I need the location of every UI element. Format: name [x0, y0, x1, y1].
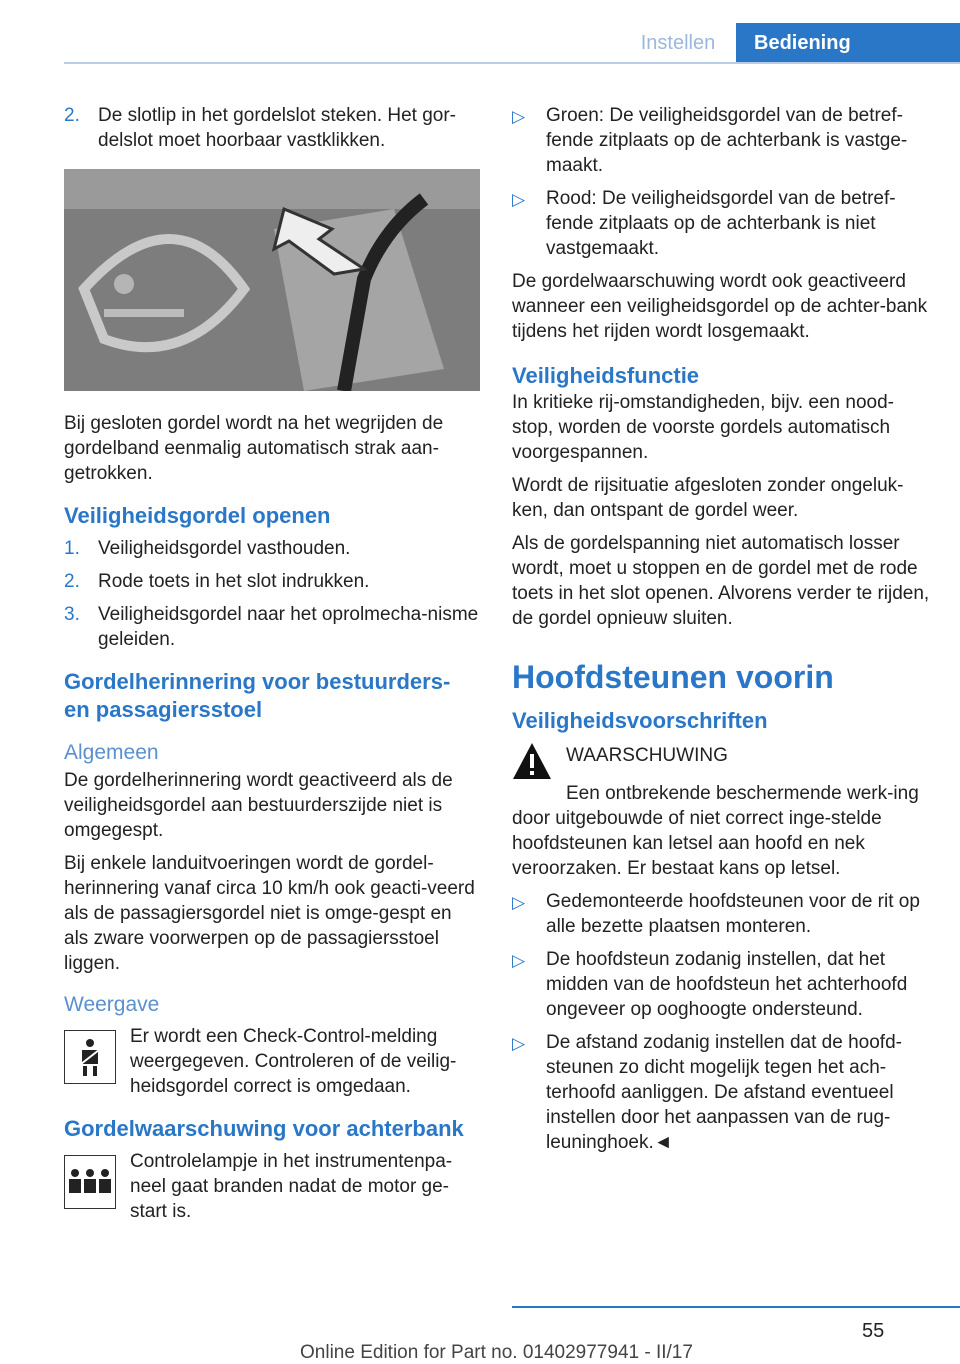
- triangle-bullet-icon: ▷: [512, 107, 526, 126]
- header-rule: [64, 62, 960, 64]
- heading-algemeen: Algemeen: [64, 741, 159, 764]
- seatbelt-photo: [64, 169, 480, 391]
- triangle-bullet-icon: ▷: [512, 893, 526, 912]
- bullet-item: [512, 186, 930, 261]
- paragraph: De gordelherinnering wordt geactiveerd als de veiligheidsgordel aan bestuurderszijde niet is omgegespt.: [64, 770, 453, 841]
- warning-row: [512, 741, 930, 781]
- paragraph: De gordelwaarschuwing wordt ook geactiveerd wanneer een veiligheidsgordel op de achter-bank tijdens het rijden wordt losgemaakt.: [512, 271, 928, 342]
- paragraph: Bij enkele landuitvoeringen wordt de gordel-herinnering vanaf circa 10 km/h ook geacti-veerd als de passagiersgordel niet is omge-gespt en als zware voorwerpen op de passagiersstoel liggen.: [64, 853, 475, 974]
- warning-title: WAARSCHUWING: [566, 745, 728, 766]
- triangle-bullet-icon: ▷: [512, 951, 526, 970]
- rear-seatbelt-icon: [64, 1155, 116, 1209]
- bullet-text: Groen: De veiligheidsgordel van de betref-fende zitplaats op de achterbank is vastge-maakt.: [546, 105, 908, 176]
- weergave-row: [64, 1024, 480, 1099]
- step-text: Veiligheidsgordel naar het oprolmecha-nisme geleiden.: [98, 604, 479, 650]
- step-number: 2.: [64, 105, 80, 126]
- tab-instellen[interactable]: Instellen: [640, 31, 716, 54]
- triangle-bullet-icon: ▷: [512, 1034, 526, 1053]
- right-column: [512, 103, 930, 1163]
- step-item: [64, 536, 480, 561]
- step-text: De slotlip in het gordelslot steken. Het gor-delslot moet hoorbaar vastklikken.: [98, 105, 457, 151]
- heading-openen: Veiligheidsgordel openen: [64, 503, 331, 528]
- seatbelt-illustration: [64, 169, 480, 391]
- bullet-text: Gedemonteerde hoofdsteunen voor de rit op alle bezette plaatsen monteren.: [546, 891, 920, 937]
- paragraph: In kritieke rij-omstandigheden, bijv. een nood-stop, worden de voorste gordels automatisch voorgespannen.: [512, 392, 894, 463]
- paragraph: Als de gordelspanning niet automatisch losser wordt, moet u stoppen en de gordel met de rode toets in het slot openen. Alvorens verder te rijden, de gordel opnieuw sluiten.: [512, 533, 930, 629]
- footer-rule: [512, 1306, 960, 1308]
- page-number: 55: [862, 1320, 885, 1342]
- bullet-item: [512, 947, 930, 1022]
- paragraph: Wordt de rijsituatie afgesloten zonder ongeluk-ken, dan ontspant de gordel weer.: [512, 475, 904, 521]
- warning-text: Een ontbrekende beschermende werk-ing door uitgebouwde of niet correct inge-stelde hoofdsteunen kan letsel aan hoofd en nek veroorzaken. Er bestaat kans op letsel.: [512, 783, 919, 879]
- bullet-item: [512, 103, 930, 178]
- step-number: 3.: [64, 604, 80, 625]
- weergave-text: Er wordt een Check-Control-melding weergegeven. Controleren of de veilig-heidsgordel correct is omgedaan.: [130, 1026, 457, 1097]
- step-text: Rode toets in het slot indrukken.: [98, 571, 370, 592]
- step-item: [64, 569, 480, 594]
- heading-weergave: Weergave: [64, 993, 160, 1016]
- step-text: Veiligheidsgordel vasthouden.: [98, 538, 351, 559]
- heading-functie: Veiligheidsfunctie: [512, 363, 700, 388]
- heading-herinnering: Gordelherinnering voor bestuurders- en passagiersstoel: [64, 669, 451, 722]
- heading-achterbank: Gordelwaarschuwing voor achterbank: [64, 1116, 464, 1141]
- triangle-bullet-icon: ▷: [512, 190, 526, 209]
- bullet-text: Rood: De veiligheidsgordel van de betref-fende zitplaats op de achterbank is niet vastgemaakt.: [546, 188, 896, 259]
- achterbank-text: Controlelampje in het instrumentenpa-neel gaat branden nadat de motor ge-start is.: [130, 1151, 453, 1222]
- edition-footer: Online Edition for Part no. 01402977941 - II/17: [300, 1342, 693, 1363]
- seatbelt-warning-icon: [64, 1030, 116, 1084]
- bullet-item: [512, 889, 930, 939]
- heading-voorschriften: Veiligheidsvoorschriften: [512, 708, 768, 733]
- step-number: 1.: [64, 538, 80, 559]
- heading-hoofdsteunen: Hoofdsteunen voorin: [512, 659, 834, 695]
- step-number: 2.: [64, 571, 80, 592]
- bullet-item: [512, 1030, 930, 1155]
- bullet-text: De afstand zodanig instellen dat de hoofd-steunen zo dicht mogelijk tegen het ach-terhoofd aanliggen. De afstand eventueel instellen door het aanpassen van de rug-leuninghoek.◄: [546, 1032, 902, 1153]
- step-item: [64, 103, 480, 153]
- achterbank-row: [64, 1149, 480, 1224]
- step-item: [64, 602, 480, 652]
- bullet-text: De hoofdsteun zodanig instellen, dat het midden van de hoofdsteun het achterhoofd ongeveer op ooghoogte ondersteund.: [546, 949, 908, 1020]
- left-column: [64, 103, 480, 1224]
- warning-triangle-icon: [512, 741, 552, 781]
- tab-bediening[interactable]: Bediening: [736, 23, 960, 63]
- paragraph: Bij gesloten gordel wordt na het wegrijden de gordelband eenmalig automatisch strak aan-getrokken.: [64, 413, 444, 484]
